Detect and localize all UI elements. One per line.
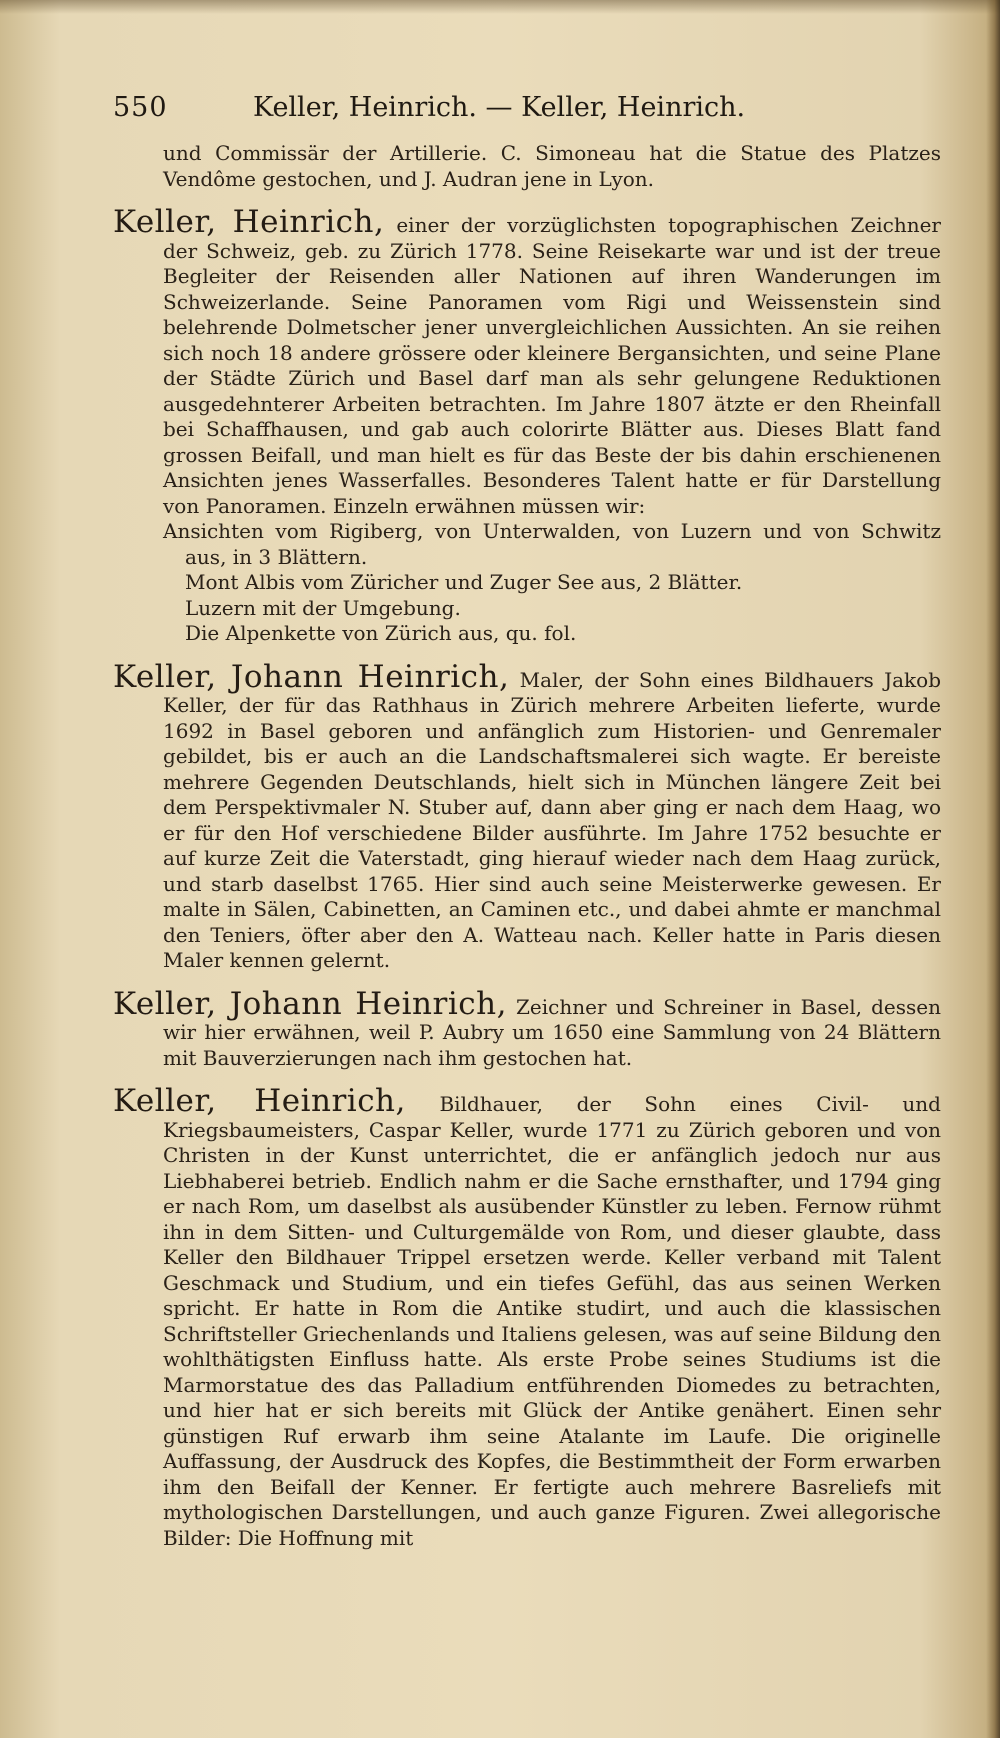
continuation-paragraph: und Commissär der Artillerie. C. Simoneau hat die Statue des Platzes Vendôme gestochen, und J. Audran jene in Lyon.	[163, 141, 941, 191]
entry-keller-johann-heinrich-painter	[113, 658, 941, 974]
entry-paragraph	[113, 1083, 941, 1551]
page-number: 550	[113, 92, 168, 123]
work-item: Die Alpenkette von Zürich aus, qu. fol.	[185, 621, 577, 645]
entry-name: Keller, Johann Heinrich,	[113, 985, 507, 1022]
work-item: Ansichten vom Rigiberg, von Unterwalden, von Luzern und von Schwitz aus, in 3 Blättern.	[163, 519, 941, 569]
entry-name: Keller, Johann Heinrich,	[113, 658, 510, 695]
page-header	[113, 92, 941, 123]
entry-text: Maler, der Sohn eines Bildhauers Jakob Keller, der für das Rathhaus in Zürich mehrere Arbeiten lieferte, wurde 1692 in Basel geboren und anfänglich zum Historien- und Genremaler gebildet, bis er auch an die Landschaftsmalerei sich wagte. Er bereiste mehrere Gegenden Deutschlands, hielt sich in München längere Zeit bei dem Perspektivmaler N. Stuber auf, dann aber ging er nach dem Haag, wo er für den Hof verschiedene Bilder ausführte. Im Jahre 1752 besuchte er auf kurze Zeit die Vaterstadt, ging hierauf wieder nach dem Haag zurück, und starb daselbst 1765. Hier sind auch seine Meisterwerke gewesen. Er malte in Sälen, Cabinetten, an Caminen etc., und dabei ahmte er manchmal den Teniers, öfter aber den A. Watteau nach. Keller hatte in Paris diesen Maler kennen gelernt.	[163, 667, 941, 972]
entry-paragraph	[113, 985, 942, 1072]
work-item: Mont Albis vom Züricher und Zuger See aus, 2 Blätter.	[185, 570, 743, 594]
work-item: Luzern mit der Umgebung.	[185, 595, 461, 620]
entry-text: einer der vorzüglichsten topographischen Zeichner der Schweiz, geb. zu Zürich 1778. Seine Reisekarte war und ist der treue Begleiter der Reisenden aller Nationen auf ihren Wanderungen im Schweizerlande. Seine Panoramen vom Rigi und Weissenstein sind belehrende Dolmetscher jener unvergleichlichen Aussichten. An sie reihen sich noch 18 andere grössere oder kleinere Bergansichten, und seine Plane der Städte Zürich und Basel darf man als sehr gelungene Reduktionen ausgedehnterer Arbeiten betrachten. Im Jahre 1807 ätzte er den Rheinfall bei Schaffhausen, und gab auch colorirte Blätter aus. Dieses Blatt fand grossen Beifall, und man hielt es für das Beste der bis dahin erschienenen Ansichten jenes Wasserfalles. Besonderes Talent hatte er für Darstellung von Panoramen. Einzeln erwähnen müssen wir:	[163, 213, 941, 518]
running-title: Keller, Heinrich. — Keller, Heinrich.	[253, 92, 746, 123]
entry-keller-heinrich-sculptor	[113, 1083, 941, 1551]
entry-keller-johann-heinrich-draughtsman	[113, 985, 942, 1072]
entry-text: Bildhauer, der Sohn eines Civil- und Kriegsbaumeisters, Caspar Keller, wurde 1771 zu Zürich geboren und von Christen in der Kunst unterrichtet, die er anfänglich jedoch nur aus Liebhaberei betrieb. Endlich nahm er die Sache ernsthafter, und 1794 ging er nach Rom, um daselbst als ausübender Künstler zu leben. Fernow rühmt ihn in dem Sitten- und Culturgemälde von Rom, und dieser glaubte, dass Keller den Bildhauer Trippel ersetzen werde. Keller verband mit Talent Geschmack und Studium, und ein tiefes Gefühl, das aus seinen Werken spricht. Er hatte in Rom die Antike studirt, und auch die klassischen Schriftsteller Griechenlands und Italiens gelesen, was auf seine Bildung den wohlthätigsten Einfluss hatte. Als erste Probe seines Studiums ist die Marmorstatue des das Palladium entführenden Diomedes zu betrachten, und hier hat er sich bereits mit Glück der Antike genähert. Einen sehr günstigen Ruf erwarb ihm seine Atalante im Laufe. Die originelle Auffassung, der Ausdruck des Kopfes, die Bestimmtheit der Form erwarben ihm den Beifall der Kenner. Er fertigte auch mehrere Basreliefs mit mythologischen Darstellungen, und auch ganze Figuren. Zwei allegorische Bilder: Die Hoffnung mit	[163, 1092, 941, 1550]
entry-paragraph	[113, 658, 941, 974]
entry-name: Keller, Heinrich,	[113, 1083, 406, 1119]
entry-text: Zeichner und Schreiner in Basel, dessen wir hier erwähnen, weil P. Aubry um 1650 eine Sammlung von 24 Blättern mit Bauverzierungen nach ihm gestochen hat.	[163, 994, 942, 1070]
entry-paragraph	[113, 204, 941, 519]
page-edge-shadow	[986, 0, 1000, 1738]
entry-keller-heinrich-topographer	[113, 204, 941, 647]
top-edge-shadow	[0, 0, 1000, 14]
entry-name: Keller, Heinrich,	[113, 204, 385, 240]
page-content	[113, 92, 941, 1551]
